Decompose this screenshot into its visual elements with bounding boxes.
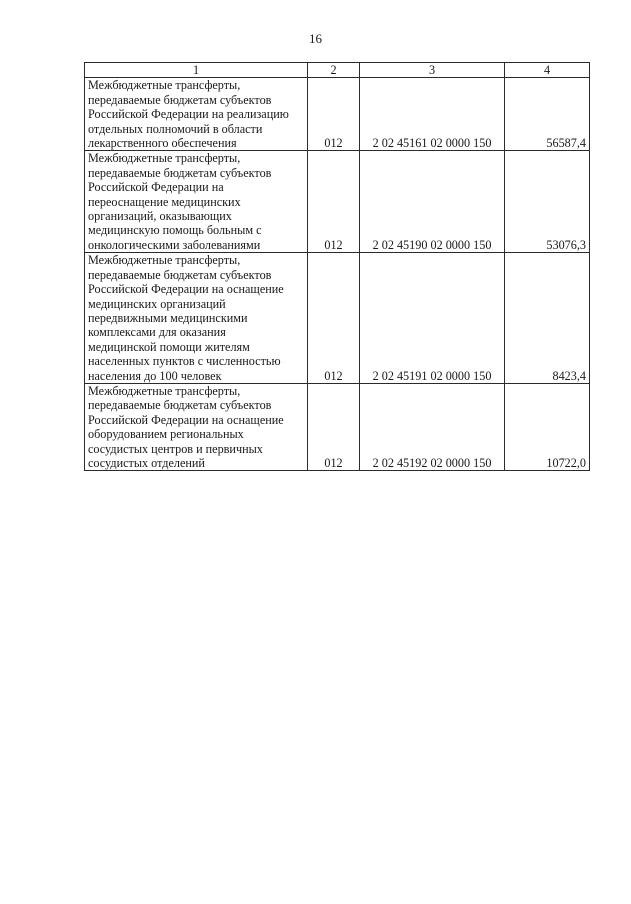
description-line: Межбюджетные трансферты, — [88, 78, 241, 93]
description-line: организаций, оказывающих — [88, 209, 232, 224]
budget-table — [84, 62, 590, 471]
column-header-2: 2 — [308, 63, 360, 78]
amount: 56587,4 — [505, 78, 590, 151]
transfer-description — [85, 253, 308, 384]
description-line: комплексами для оказания — [88, 325, 226, 340]
description-line: передаваемые бюджетам субъектов — [88, 398, 272, 413]
description-line: населенных пунктов с численностью — [88, 354, 281, 369]
table-header-row — [85, 63, 590, 78]
description-line: Российской Федерации на оснащение — [88, 412, 284, 427]
administrator-code: 012 — [308, 78, 360, 151]
description-line: населения до 100 человек — [88, 368, 222, 383]
table-row — [85, 253, 590, 384]
amount: 53076,3 — [505, 151, 590, 253]
description-line: медицинскую помощь больным с — [88, 223, 262, 238]
description-line: передаваемые бюджетам субъектов — [88, 165, 272, 180]
description-line: медицинских организаций — [88, 296, 226, 311]
column-header-1: 1 — [85, 63, 308, 78]
column-header-3: 3 — [360, 63, 505, 78]
description-line: Межбюджетные трансферты, — [88, 253, 241, 268]
administrator-code: 012 — [308, 253, 360, 384]
administrator-code: 012 — [308, 151, 360, 253]
administrator-code: 012 — [308, 383, 360, 470]
column-header-4: 4 — [505, 63, 590, 78]
amount: 8423,4 — [505, 253, 590, 384]
transfer-description — [85, 383, 308, 470]
description-line: переоснащение медицинских — [88, 194, 241, 209]
description-line: онкологическими заболеваниями — [88, 237, 261, 252]
description-line: медицинской помощи жителям — [88, 339, 250, 354]
amount: 10722,0 — [505, 383, 590, 470]
description-line: Российской Федерации на реализацию — [88, 107, 289, 122]
table-row — [85, 78, 590, 151]
budget-classification-code: 2 02 45161 02 0000 150 — [360, 78, 505, 151]
description-line: сосудистых центров и первичных — [88, 441, 263, 456]
description-line: передвижными медицинскими — [88, 310, 248, 325]
budget-classification-code: 2 02 45191 02 0000 150 — [360, 253, 505, 384]
description-line: отдельных полномочий в области — [88, 121, 263, 136]
budget-classification-code: 2 02 45192 02 0000 150 — [360, 383, 505, 470]
description-line: лекарственного обеспечения — [88, 136, 237, 151]
description-line: передаваемые бюджетам субъектов — [88, 267, 272, 282]
budget-classification-code: 2 02 45190 02 0000 150 — [360, 151, 505, 253]
description-line: Межбюджетные трансферты, — [88, 151, 241, 166]
description-line: сосудистых отделений — [88, 455, 205, 470]
description-line: Российской Федерации на — [88, 180, 224, 195]
transfer-description — [85, 151, 308, 253]
table-row — [85, 151, 590, 253]
description-line: Российской Федерации на оснащение — [88, 282, 284, 297]
transfer-description — [85, 78, 308, 151]
table-row — [85, 383, 590, 470]
page-number: 16 — [309, 31, 322, 46]
description-line: Межбюджетные трансферты, — [88, 383, 241, 398]
description-line: передаваемые бюджетам субъектов — [88, 92, 272, 107]
description-line: оборудованием региональных — [88, 427, 244, 442]
